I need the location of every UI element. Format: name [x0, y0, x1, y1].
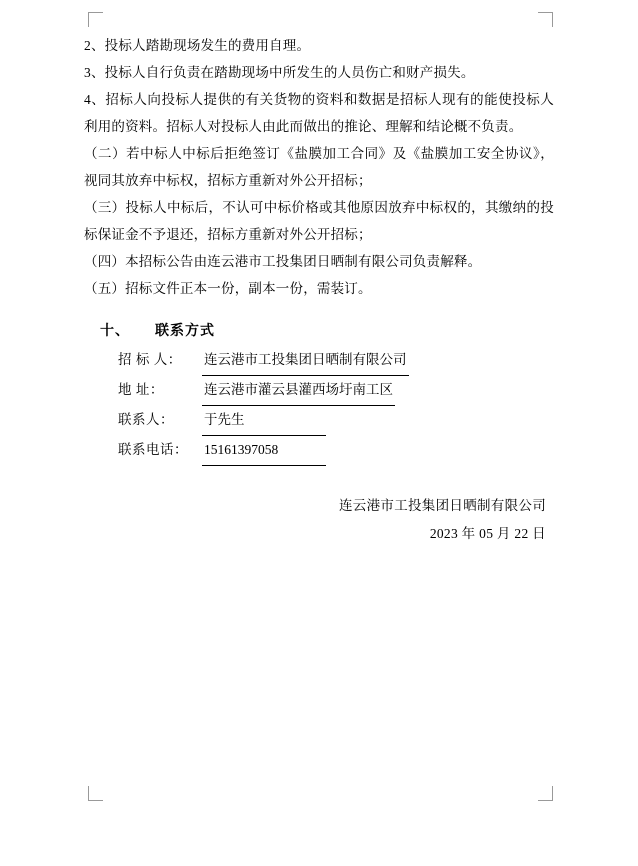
contact-row [118, 436, 554, 466]
contact-value: 于先生 [202, 406, 326, 436]
section-title-text: 联系方式 [155, 324, 215, 339]
paragraph: （五）招标文件正本一份，副本一份，需装订。 [84, 281, 372, 296]
crop-mark-top-left [88, 12, 103, 27]
contact-row [118, 346, 554, 376]
crop-mark-top-right [538, 12, 553, 27]
contact-row [118, 406, 554, 436]
signature-date: 2023 年 05 月 22 日 [429, 526, 546, 541]
signature-block [84, 492, 554, 548]
section-number: 十、 [100, 324, 130, 339]
paragraph: （四）本招标公告由连云港市工投集团日晒制有限公司负责解释。 [84, 254, 482, 269]
paragraph: 3、投标人自行负责在踏勘现场中所发生的人员伤亡和财产损失。 [84, 65, 475, 80]
contact-value: 15161397058 [202, 436, 326, 466]
contact-label: 招 标 人： [118, 352, 182, 367]
section-heading [100, 320, 554, 340]
contact-row [118, 376, 554, 406]
contact-label: 联系人： [118, 412, 174, 427]
document-body [84, 32, 554, 548]
crop-mark-bottom-left [88, 786, 103, 801]
paragraph: （二）若中标人中标后拒绝签订《盐膜加工合同》及《盐膜加工安全协议》，视同其放弃中标权，招标方重新对外公开招标； [84, 146, 554, 188]
signature-company: 连云港市工投集团日晒制有限公司 [339, 498, 546, 513]
contact-label: 地 址： [118, 382, 164, 397]
paragraph: 2、投标人踏勘现场发生的费用自理。 [84, 38, 311, 53]
contact-value: 连云港市灌云县灌西场圩南工区 [202, 376, 395, 406]
paragraph: （三）投标人中标后，不认可中标价格或其他原因放弃中标权的，其缴纳的投标保证金不予退还，招标方重新对外公开招标； [84, 200, 554, 242]
contact-label: 联系电话： [118, 442, 188, 457]
contact-info [118, 346, 554, 466]
contact-value: 连云港市工投集团日晒制有限公司 [202, 346, 409, 376]
paragraph: 4、招标人向投标人提供的有关货物的资料和数据是招标人现有的能使投标人利用的资料。招标人对投标人由此而做出的推论、理解和结论概不负责。 [84, 92, 554, 134]
crop-mark-bottom-right [538, 786, 553, 801]
